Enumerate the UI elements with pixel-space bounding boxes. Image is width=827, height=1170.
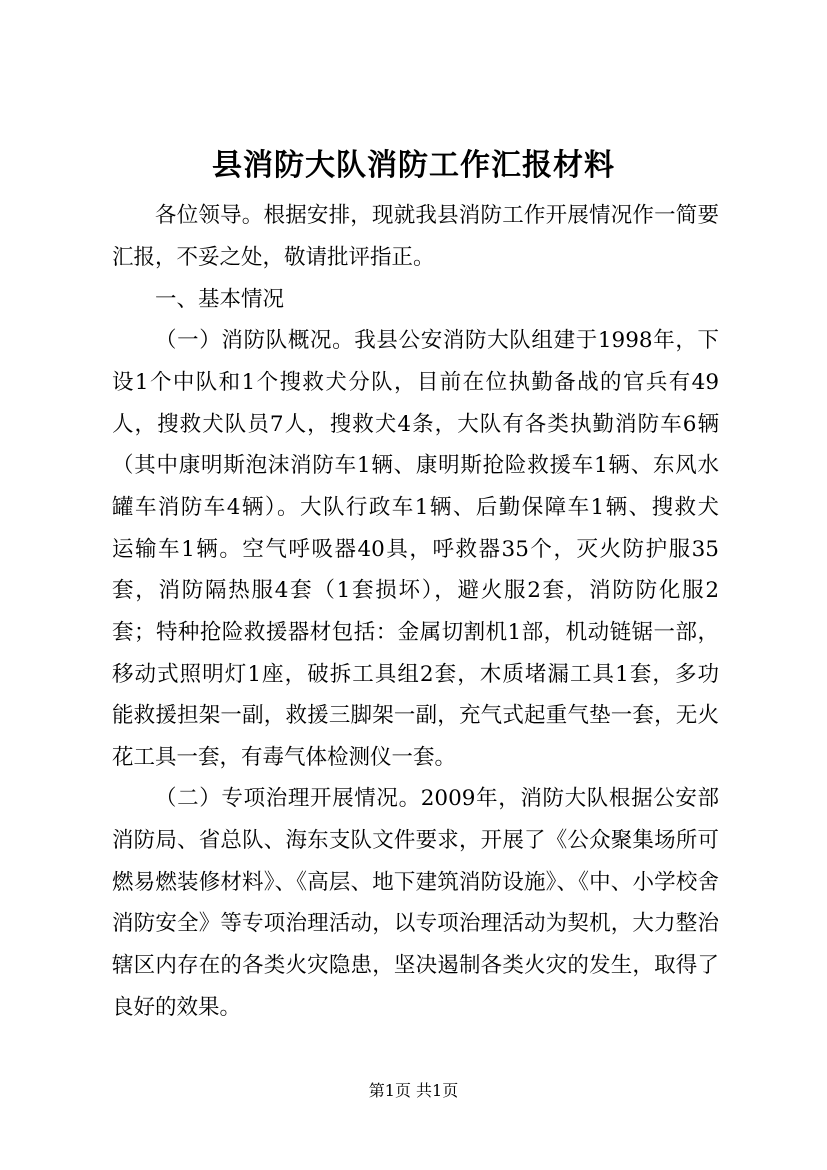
section-heading: 一、基本情况	[155, 287, 285, 312]
paragraph-line: 汇报，不妥之处，敬请批评指正。	[112, 245, 435, 270]
paragraph-line: （一）消防队概况。我县公安消防大队组建于1998年，下	[155, 328, 719, 353]
paragraph-line: 花工具一套，有毒气体检测仪一套。	[112, 745, 457, 770]
paragraph-line: 设1个中队和1个搜救犬分队，目前在位执勤备战的官兵有49	[112, 370, 719, 395]
paragraph-line: 各位领导。根据安排，现就我县消防工作开展情况作一简要	[155, 203, 719, 228]
paragraph-line: 消防局、省总队、海东支队文件要求，开展了《公众聚集场所可	[112, 828, 719, 853]
paragraph-line: 人，搜救犬队员7人，搜救犬4条，大队有各类执勤消防车6辆	[112, 412, 719, 437]
paragraph-line: 套；特种抢险救援器材包括：金属切割机1部，机动链锯一部，	[112, 620, 719, 645]
paragraph-line: 辖区内存在的各类火灾隐患，坚决遏制各类火灾的发生，取得了	[112, 953, 719, 978]
paragraph-line: 能救援担架一副，救援三脚架一副，充气式起重气垫一套，无火	[112, 703, 719, 728]
document-title: 县消防大队消防工作汇报材料	[212, 148, 615, 183]
paragraph-line: （二）专项治理开展情况。2009年，消防大队根据公安部	[155, 786, 719, 811]
paragraph-line: （其中康明斯泡沫消防车1辆、康明斯抢险救援车1辆、东风水	[112, 453, 719, 478]
paragraph-line: 移动式照明灯1座，破拆工具组2套，木质堵漏工具1套，多功	[112, 662, 719, 687]
page-number-footer: 第1页 共1页	[368, 1081, 459, 1100]
paragraph-line: 消防安全》等专项治理活动，以专项治理活动为契机，大力整治	[112, 911, 719, 936]
paragraph-line: 良好的效果。	[112, 995, 242, 1020]
paragraph-line: 运输车1辆。空气呼吸器40具，呼救器35个，灭火防护服35	[112, 537, 719, 562]
paragraph-line: 罐车消防车4辆）。大队行政车1辆、后勤保障车1辆、搜救犬	[112, 495, 719, 520]
paragraph-line: 燃易燃装修材料》、《高层、地下建筑消防设施》、《中、小学校舍	[112, 870, 719, 895]
paragraph-line: 套，消防隔热服4套（1套损坏），避火服2套，消防防化服2	[112, 578, 719, 603]
